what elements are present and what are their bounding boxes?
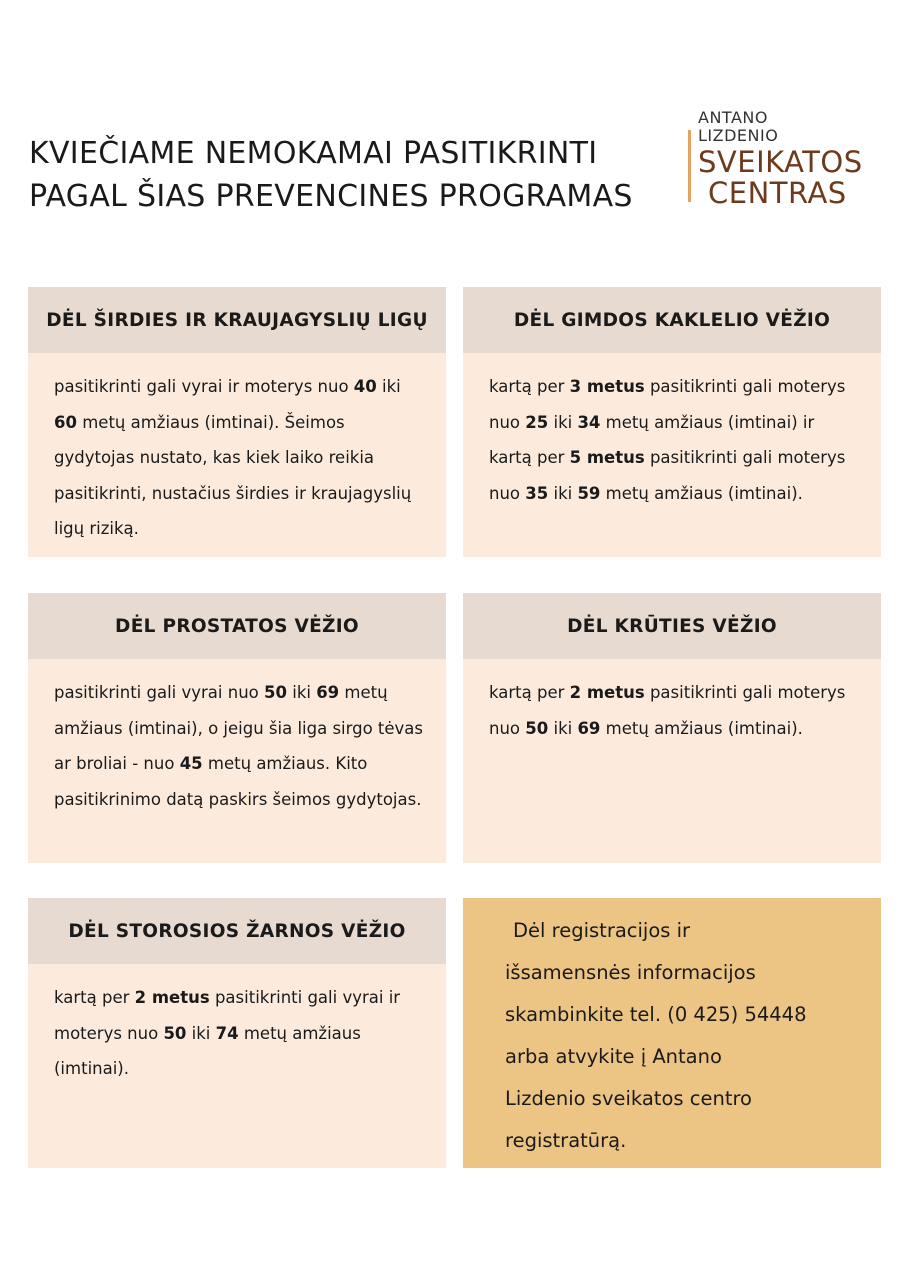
registration-text bbox=[463, 898, 881, 1162]
text-run: pasitikrinti gali vyrai nuo bbox=[54, 683, 265, 702]
registration-phone-line: skambinkite tel. (0 425) 54448 bbox=[505, 1003, 807, 1026]
card-text bbox=[463, 659, 881, 746]
text-run: iki bbox=[548, 412, 578, 432]
text-run: kartą per bbox=[489, 683, 570, 702]
card-text bbox=[28, 659, 446, 817]
text-run: kartą per bbox=[489, 377, 570, 396]
bold-value: 2 metus bbox=[134, 988, 210, 1007]
logo-divider-bar bbox=[688, 130, 691, 202]
bold-value: 34 bbox=[577, 412, 601, 432]
registration-line: išsamensnės informacijos bbox=[505, 961, 756, 984]
registration-line: arba atvykite į Antano bbox=[505, 1045, 722, 1068]
card-heading: DĖL PROSTATOS VĖŽIO bbox=[28, 593, 446, 659]
bold-value: 2 metus bbox=[569, 683, 645, 702]
card-text bbox=[463, 353, 881, 511]
bold-value: 74 bbox=[215, 1023, 239, 1043]
registration-box bbox=[463, 898, 881, 1168]
bold-value: 45 bbox=[179, 754, 203, 773]
card-heading: DĖL ŠIRDIES IR KRAUJAGYSLIŲ LIGŲ bbox=[28, 287, 446, 353]
registration-line: Lizdenio sveikatos centro bbox=[505, 1087, 752, 1110]
bold-value: 25 bbox=[525, 412, 549, 432]
text-run: pasitikrinti gali vyrai ir moterys nuo bbox=[54, 988, 401, 1043]
bold-value: 5 metus bbox=[569, 448, 645, 467]
logo-line-antano: ANTANO bbox=[698, 108, 768, 127]
text-run: kartą per bbox=[54, 988, 135, 1007]
text-run: pasitikrinti gali vyrai ir moterys nuo bbox=[54, 377, 354, 396]
bold-value: 50 bbox=[525, 718, 549, 738]
bold-value: 40 bbox=[353, 377, 377, 396]
card-text bbox=[28, 964, 446, 1087]
program-card-heart bbox=[28, 287, 446, 557]
program-card-cervical bbox=[463, 287, 881, 557]
text-run: pasitikrinti gali moterys nuo bbox=[489, 448, 846, 503]
bold-value: 50 bbox=[163, 1023, 187, 1043]
page-title-line-2: PAGAL ŠIAS PREVENCINES PROGRAMAS bbox=[29, 179, 633, 214]
program-card-colorectal bbox=[28, 898, 446, 1168]
text-run: pasitikrinti gali moterys nuo bbox=[489, 377, 846, 432]
text-run: iki bbox=[186, 1023, 216, 1043]
page-title-line-1: KVIEČIAME NEMOKAMAI PASITIKRINTI bbox=[29, 136, 598, 171]
program-card-prostate bbox=[28, 593, 446, 863]
bold-value: 3 metus bbox=[569, 377, 645, 396]
text-run: metų amžiaus (imtinai). Šeimos gydytojas nustato, kas kiek laiko reikia pasitikrinti, nustačius širdies ir kraujagyslių ligų riziką. bbox=[54, 412, 412, 538]
text-run: iki bbox=[548, 718, 578, 738]
logo-line-lizdenio: LIZDENIO bbox=[698, 126, 779, 145]
text-run: metų amžiaus (imtinai). bbox=[54, 1023, 361, 1078]
text-run: pasitikrinti gali moterys nuo bbox=[489, 683, 846, 738]
text-run: metų amžiaus (imtinai) ir kartą per bbox=[489, 412, 815, 467]
text-run: iki bbox=[548, 483, 578, 503]
logo-line-centras: CENTRAS bbox=[708, 176, 847, 210]
text-run: metų amžiaus (imtinai). bbox=[600, 718, 803, 738]
bold-value: 60 bbox=[54, 412, 77, 432]
card-text bbox=[28, 353, 446, 547]
bold-value: 69 bbox=[316, 683, 340, 702]
registration-line: Dėl registracijos ir bbox=[513, 919, 691, 942]
registration-line: registratūrą. bbox=[505, 1129, 627, 1152]
bold-value: 69 bbox=[577, 718, 601, 738]
card-heading: DĖL KRŪTIES VĖŽIO bbox=[463, 593, 881, 659]
text-run: metų amžiaus. Kito pasitikrinimo datą paskirs šeimos gydytojas. bbox=[54, 754, 422, 809]
text-run: metų amžiaus (imtinai), o jeigu šia liga sirgo tėvas ar broliai - nuo bbox=[54, 683, 424, 773]
bold-value: 50 bbox=[264, 683, 287, 702]
page-title bbox=[29, 132, 633, 218]
program-card-breast bbox=[463, 593, 881, 863]
text-run: iki bbox=[376, 377, 401, 396]
text-run: metų amžiaus (imtinai). bbox=[600, 483, 803, 503]
card-heading: DĖL STOROSIOS ŽARNOS VĖŽIO bbox=[28, 898, 446, 964]
text-run: iki bbox=[286, 683, 317, 702]
card-heading: DĖL GIMDOS KAKLELIO VĖŽIO bbox=[463, 287, 881, 353]
bold-value: 35 bbox=[525, 483, 549, 503]
logo bbox=[688, 108, 888, 213]
bold-value: 59 bbox=[577, 483, 601, 503]
logo-line-sveikatos: SVEIKATOS bbox=[698, 145, 863, 179]
